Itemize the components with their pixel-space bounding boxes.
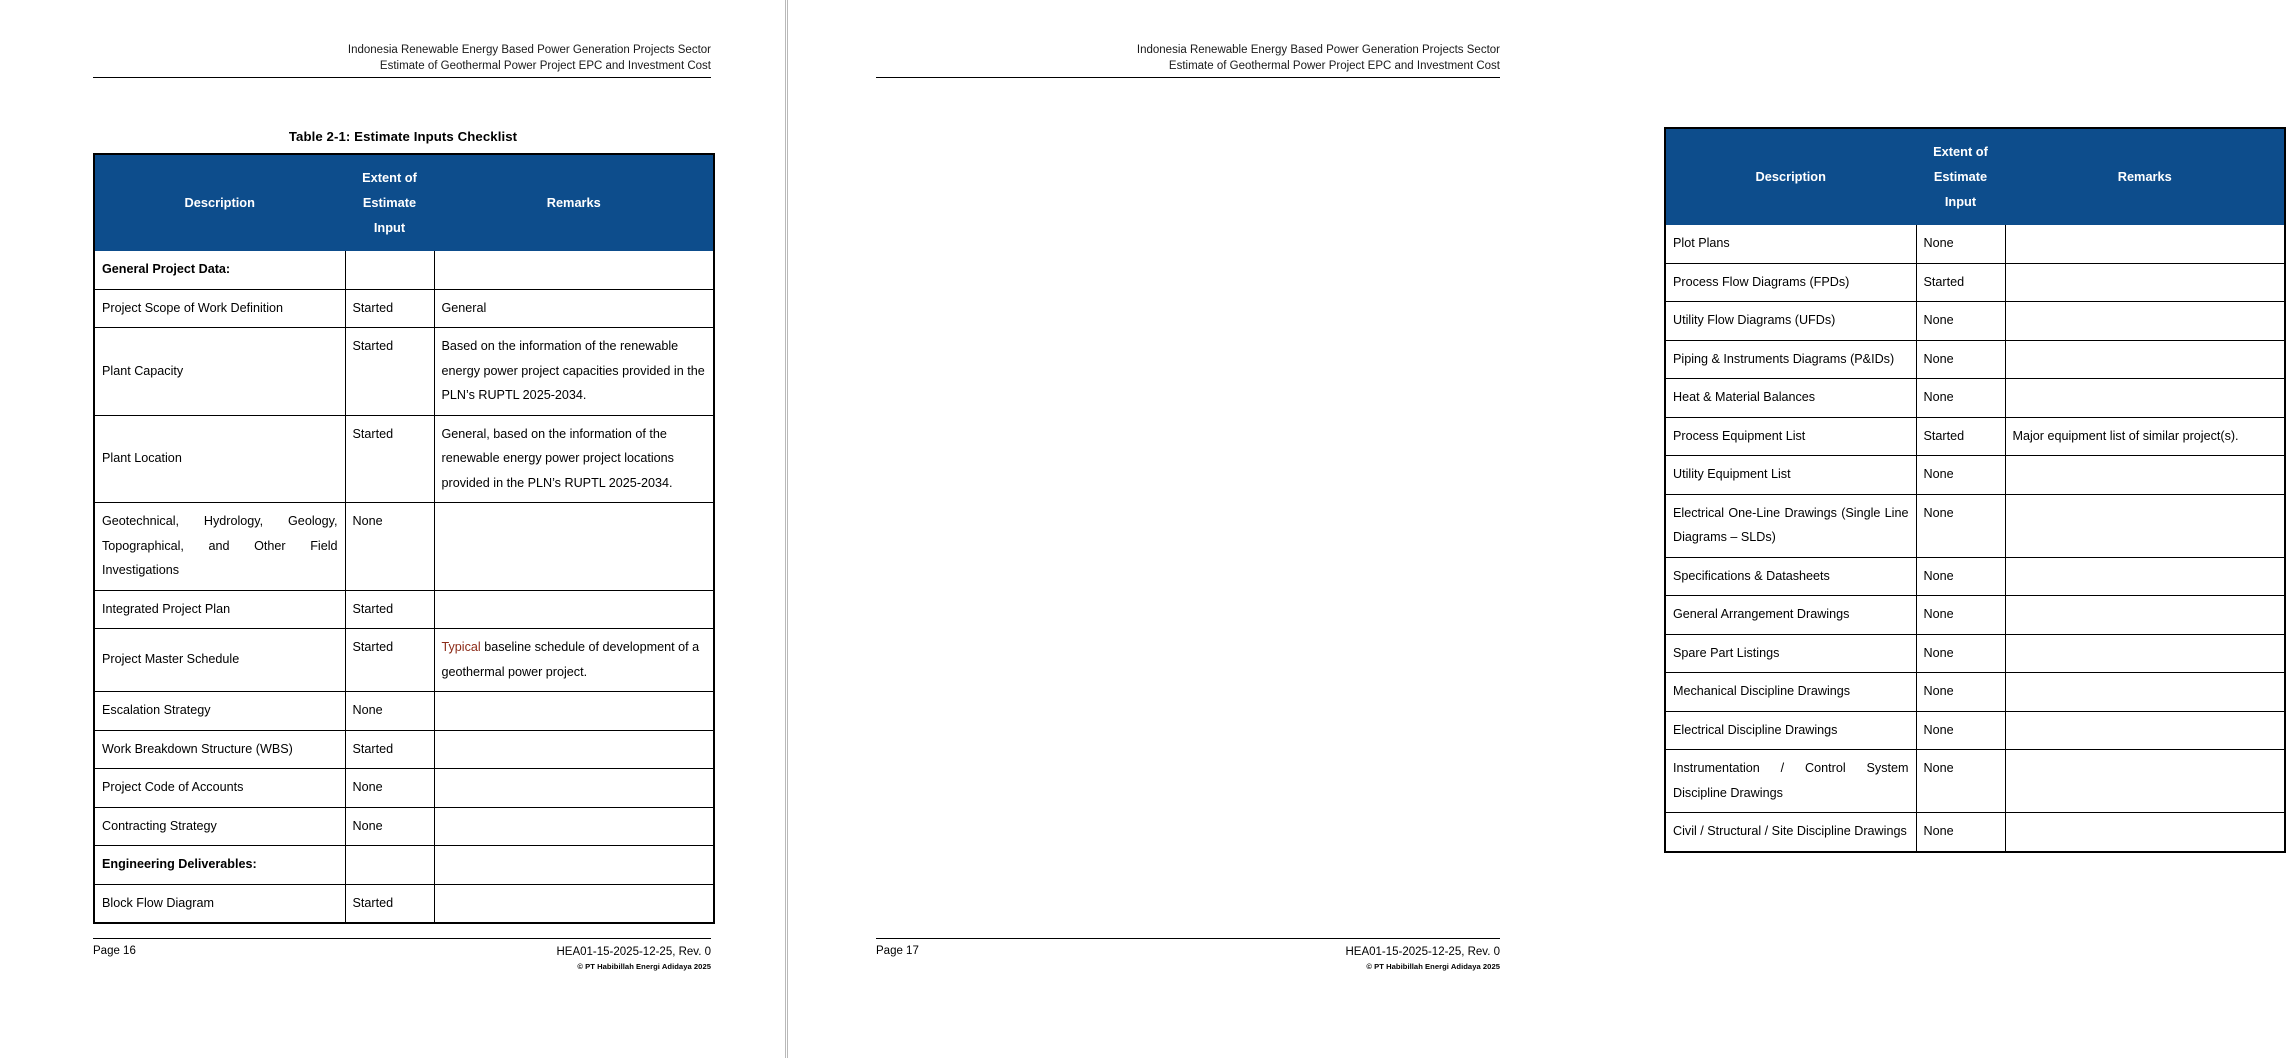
cell-extent: Started — [345, 328, 434, 416]
remark-rest: baseline schedule of development of a geothermal power project. — [441, 640, 700, 679]
cell-description: Piping & Instruments Diagrams (P&IDs) — [1665, 340, 1916, 379]
cell-extent — [345, 846, 434, 885]
cell-remarks — [2005, 379, 2285, 418]
cell-remarks: General, based on the information of the renewable energy power project locations provided in the PLN’s RUPTL 2025-2034. — [434, 415, 714, 503]
estimate-inputs-checklist-table-part2 — [1664, 127, 2286, 853]
cell-extent: Started — [345, 884, 434, 923]
cell-remarks — [434, 730, 714, 769]
cell-remarks — [434, 846, 714, 885]
table-row — [1665, 417, 2285, 456]
extent-line-2: Estimate — [362, 195, 417, 210]
cell-remarks — [2005, 456, 2285, 495]
table-row — [1665, 263, 2285, 302]
cell-extent: None — [1916, 494, 2005, 557]
cell-extent — [345, 251, 434, 290]
cell-remarks — [2005, 225, 2285, 264]
cell-remarks — [2005, 750, 2285, 813]
table-row — [94, 503, 714, 591]
cell-description: Plot Plans — [1665, 225, 1916, 264]
cell-description: Specifications & Datasheets — [1665, 557, 1916, 596]
page-header — [788, 42, 1573, 78]
cell-extent: Started — [345, 590, 434, 629]
table-row — [1665, 673, 2285, 712]
cell-extent: Started — [1916, 417, 2005, 456]
table-row — [1665, 456, 2285, 495]
extent-line-3: Input — [1944, 194, 1977, 209]
cell-extent: None — [1916, 225, 2005, 264]
cell-extent: None — [1916, 456, 2005, 495]
cell-extent: Started — [1916, 263, 2005, 302]
cell-remarks — [434, 251, 714, 290]
table-row — [1665, 813, 2285, 852]
cell-remarks — [2005, 302, 2285, 341]
cell-remarks — [2005, 340, 2285, 379]
column-header-remarks: Remarks — [434, 154, 714, 251]
cell-description: Plant Capacity — [94, 328, 345, 416]
cell-remarks — [434, 769, 714, 808]
page-header — [0, 42, 785, 78]
cell-extent: None — [1916, 711, 2005, 750]
header-title-line1: Indonesia Renewable Energy Based Power Generation Projects Sector — [347, 44, 711, 56]
header-title-line1: Indonesia Renewable Energy Based Power Generation Projects Sector — [1136, 44, 1500, 56]
cell-remarks: General — [434, 289, 714, 328]
cell-description: Electrical Discipline Drawings — [1665, 711, 1916, 750]
cell-description: Mechanical Discipline Drawings — [1665, 673, 1916, 712]
table-row — [94, 730, 714, 769]
cell-remarks: Based on the information of the renewable energy power project capacities provided in the PLN’s RUPTL 2025-2034. — [434, 328, 714, 416]
cell-description: Geotechnical, Hydrology, Geology, Topographical, and Other Field Investigations — [94, 503, 345, 591]
table-row — [94, 251, 714, 290]
cell-extent: None — [1916, 673, 2005, 712]
header-title-line2: Estimate of Geothermal Power Project EPC and Investment Cost — [379, 60, 711, 72]
cell-description: Utility Flow Diagrams (UFDs) — [1665, 302, 1916, 341]
table-row — [94, 590, 714, 629]
cell-extent: Started — [345, 730, 434, 769]
header-title-line2: Estimate of Geothermal Power Project EPC and Investment Cost — [1168, 60, 1500, 72]
table-body — [94, 251, 714, 924]
table-row — [94, 629, 714, 692]
cell-extent: None — [345, 503, 434, 591]
table-row — [94, 328, 714, 416]
cell-description: General Arrangement Drawings — [1665, 596, 1916, 635]
cell-extent: None — [1916, 596, 2005, 635]
cell-description: Block Flow Diagram — [94, 884, 345, 923]
cell-extent: None — [1916, 340, 2005, 379]
cell-description: Project Code of Accounts — [94, 769, 345, 808]
document-code: HEA01-15-2025-12-25, Rev. 0 — [556, 946, 711, 958]
page-16 — [0, 0, 786, 1058]
cell-description: Integrated Project Plan — [94, 590, 345, 629]
page-17 — [787, 0, 2239, 1058]
header-divider — [876, 77, 1500, 78]
cell-remarks — [2005, 263, 2285, 302]
cell-remarks — [434, 590, 714, 629]
cell-extent: None — [345, 807, 434, 846]
table-row — [1665, 711, 2285, 750]
table-row — [94, 884, 714, 923]
cell-description: Civil / Structural / Site Discipline Drawings — [1665, 813, 1916, 852]
cell-remarks — [2005, 596, 2285, 635]
cell-extent: None — [1916, 557, 2005, 596]
cell-description: General Project Data: — [94, 251, 345, 290]
table-row — [94, 692, 714, 731]
column-header-remarks: Remarks — [2005, 128, 2285, 225]
table-row — [94, 846, 714, 885]
cell-extent: None — [1916, 634, 2005, 673]
cell-description: Process Equipment List — [1665, 417, 1916, 456]
cell-remarks — [2005, 813, 2285, 852]
column-header-extent-of-estimate-input — [1916, 128, 2005, 225]
page-number: Page 17 — [876, 945, 919, 957]
cell-remarks — [434, 884, 714, 923]
cell-description: Heat & Material Balances — [1665, 379, 1916, 418]
cell-description: Spare Part Listings — [1665, 634, 1916, 673]
table-row — [1665, 340, 2285, 379]
estimate-inputs-checklist-table-part1 — [93, 153, 715, 924]
column-header-description: Description — [94, 154, 345, 251]
document-code: HEA01-15-2025-12-25, Rev. 0 — [1345, 946, 1500, 958]
extent-line-1: Extent of — [1933, 144, 1988, 159]
table-row — [1665, 557, 2285, 596]
copyright-notice: © PT Habibillah Energi Adidaya 2025 — [577, 962, 711, 971]
cell-description: Engineering Deliverables: — [94, 846, 345, 885]
table-row — [1665, 379, 2285, 418]
cell-extent: None — [1916, 750, 2005, 813]
cell-extent: None — [1916, 813, 2005, 852]
cell-description: Electrical One-Line Drawings (Single Line Diagrams – SLDs) — [1665, 494, 1916, 557]
cell-remarks — [434, 629, 714, 692]
table-body — [1665, 225, 2285, 852]
cell-remarks: Major equipment list of similar project(s). — [2005, 417, 2285, 456]
table-row — [94, 807, 714, 846]
table-header — [94, 154, 714, 251]
table-row — [94, 769, 714, 808]
page-footer — [0, 938, 785, 974]
cell-extent: None — [1916, 302, 2005, 341]
extent-line-3: Input — [373, 220, 406, 235]
cell-description: Plant Location — [94, 415, 345, 503]
cell-remarks — [434, 503, 714, 591]
cell-description: Process Flow Diagrams (FPDs) — [1665, 263, 1916, 302]
cell-remarks — [2005, 673, 2285, 712]
table-header-row — [94, 154, 714, 251]
cell-remarks — [2005, 557, 2285, 596]
table-row — [1665, 302, 2285, 341]
cell-extent: Started — [345, 415, 434, 503]
cell-description: Escalation Strategy — [94, 692, 345, 731]
cell-remarks — [434, 807, 714, 846]
table-header — [1665, 128, 2285, 225]
cell-description: Contracting Strategy — [94, 807, 345, 846]
cell-description: Instrumentation / Control System Discipline Drawings — [1665, 750, 1916, 813]
cell-extent: None — [345, 692, 434, 731]
table-caption: Table 2-1: Estimate Inputs Checklist — [288, 129, 518, 144]
cell-remarks — [2005, 711, 2285, 750]
cell-remarks — [2005, 494, 2285, 557]
header-divider — [93, 77, 711, 78]
table-row — [1665, 634, 2285, 673]
cell-extent: None — [345, 769, 434, 808]
cell-extent: Started — [345, 629, 434, 692]
cell-description: Work Breakdown Structure (WBS) — [94, 730, 345, 769]
column-header-description: Description — [1665, 128, 1916, 225]
table-row — [1665, 596, 2285, 635]
cell-description: Project Master Schedule — [94, 629, 345, 692]
cell-extent: Started — [345, 289, 434, 328]
extent-line-2: Estimate — [1933, 169, 1988, 184]
column-header-extent-of-estimate-input — [345, 154, 434, 251]
table-row — [1665, 494, 2285, 557]
extent-line-1: Extent of — [362, 170, 417, 185]
cell-description: Project Scope of Work Definition — [94, 289, 345, 328]
page-footer — [788, 938, 1573, 974]
table-row — [1665, 750, 2285, 813]
cell-remarks — [434, 692, 714, 731]
cell-extent: None — [1916, 379, 2005, 418]
table-header-row — [1665, 128, 2285, 225]
cell-remarks — [2005, 634, 2285, 673]
table-row — [94, 289, 714, 328]
table-row — [1665, 225, 2285, 264]
table-row — [94, 415, 714, 503]
remark-accent-word: Typical — [441, 640, 481, 654]
page-number: Page 16 — [93, 945, 136, 957]
cell-description: Utility Equipment List — [1665, 456, 1916, 495]
copyright-notice: © PT Habibillah Energi Adidaya 2025 — [1366, 962, 1500, 971]
